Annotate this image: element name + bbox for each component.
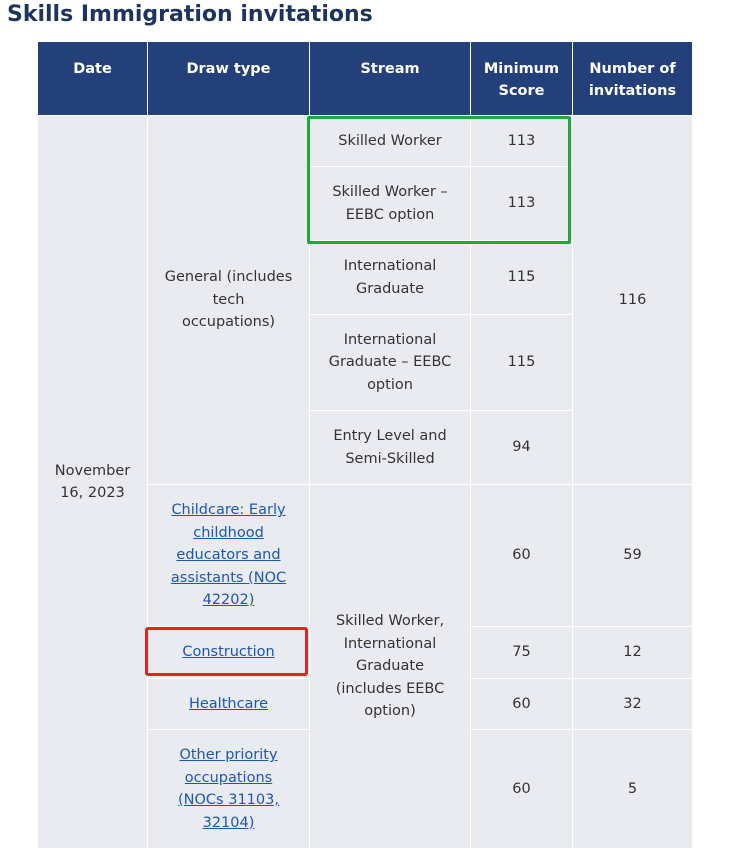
header-stream: Stream [310, 42, 471, 116]
invitations-cell: 32 [573, 679, 693, 730]
header-draw-type: Draw type [148, 42, 310, 116]
draw-type-childcare [148, 485, 310, 627]
header-number-of-invitations: Number of invitations [573, 42, 693, 116]
stream-priority: Skilled Worker, International Graduate (includes EEBC option) [310, 485, 471, 849]
page-title: Skills Immigration invitations [7, 2, 373, 27]
score-cell: 113 [471, 116, 573, 167]
score-cell: 60 [471, 679, 573, 730]
construction-link[interactable]: Construction [182, 644, 275, 661]
score-cell: 75 [471, 627, 573, 679]
childcare-link[interactable]: Childcare: Early childhood educators and assistants (NOC 42202) [170, 502, 287, 609]
green-highlight-box [307, 116, 571, 244]
stream-cell: Entry Level and Semi-Skilled [310, 411, 471, 485]
score-cell: 94 [471, 411, 573, 485]
stream-cell: Skilled Worker [310, 116, 471, 167]
score-cell: 60 [471, 485, 573, 627]
draw-type-general: General (includes tech occupations) [148, 116, 310, 485]
header-date: Date [38, 42, 148, 116]
stream-cell: Skilled Worker – EEBC option [310, 167, 471, 241]
stream-cell: International Graduate [310, 241, 471, 315]
invitations-general: 116 [573, 116, 693, 485]
score-cell: 113 [471, 167, 573, 241]
score-cell: 115 [471, 241, 573, 315]
header-row [38, 42, 693, 116]
header-minimum-score: Minimum Score [471, 42, 573, 116]
invitations-cell: 12 [573, 627, 693, 679]
stream-cell: International Graduate – EEBC option [310, 315, 471, 411]
healthcare-link[interactable]: Healthcare [188, 695, 269, 712]
date-cell: November 16, 2023 [38, 116, 148, 849]
invitations-cell: 5 [573, 730, 693, 849]
red-highlight-box [145, 627, 308, 676]
draw-type-other-priority [148, 730, 310, 849]
draw-type-healthcare [148, 679, 310, 730]
other-priority-link[interactable]: Other priority occupations (NOCs 31103, 32104) [178, 747, 279, 831]
invitations-cell: 59 [573, 485, 693, 627]
score-cell: 115 [471, 315, 573, 411]
score-cell: 60 [471, 730, 573, 849]
